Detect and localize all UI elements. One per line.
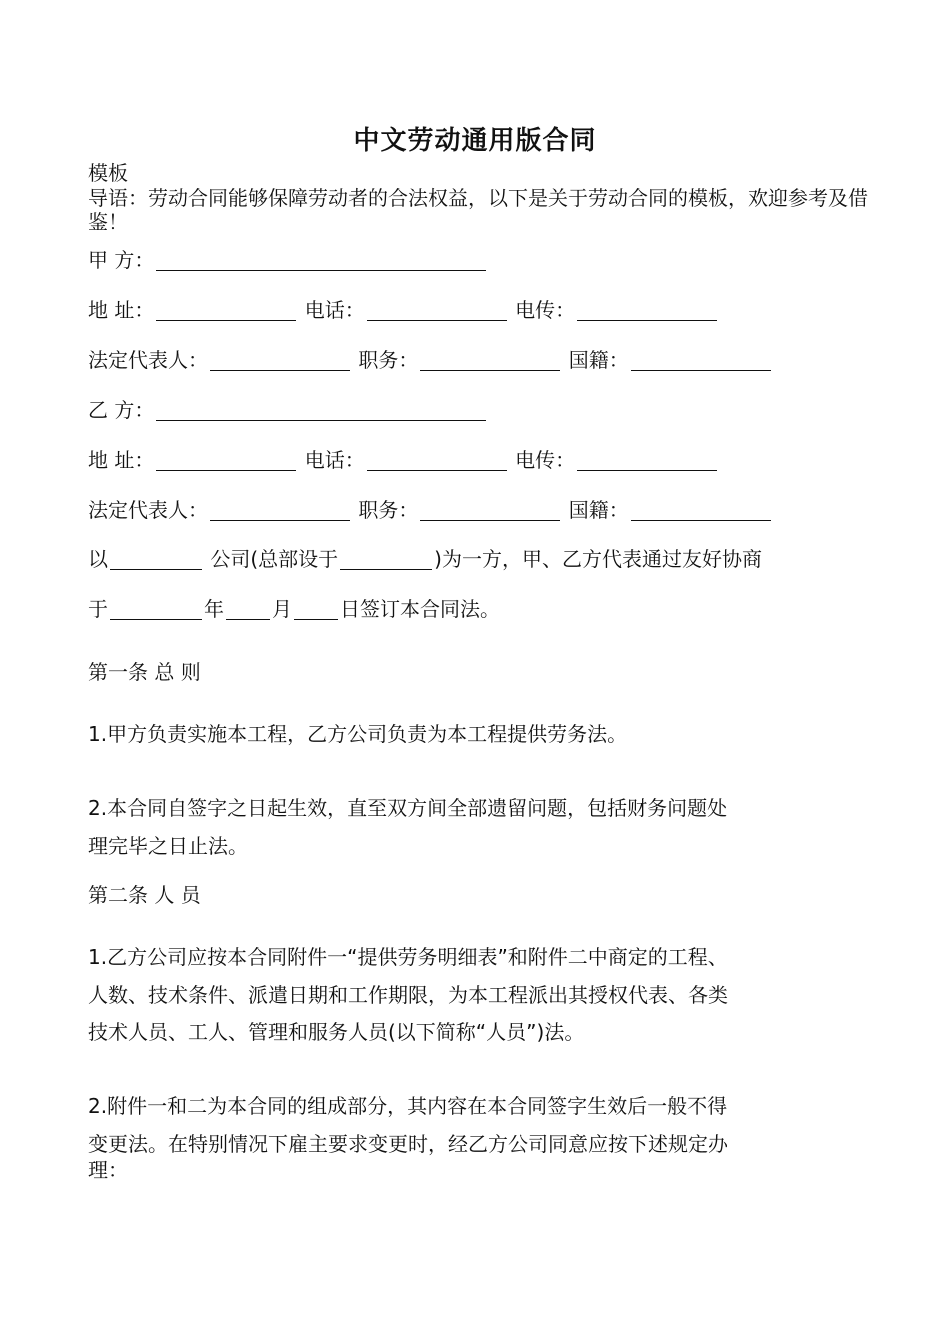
document-title: 中文劳动通用版合同: [353, 126, 597, 156]
article-1-item-2-line-1: 2.本合同自签字之日起生效，直至双方间全部遗留问题，包括财务问题处: [88, 796, 728, 820]
party-b-phone-blank[interactable]: [367, 450, 507, 471]
party-b-nationality-label: 国籍：: [568, 498, 629, 522]
article-1-item-1: 1.甲方负责实施本工程，乙方公司负责为本工程提供劳务法。: [88, 722, 628, 746]
company-blank[interactable]: [110, 549, 202, 570]
party-b-blank[interactable]: [156, 400, 486, 421]
agreement-line-1: [88, 546, 762, 572]
party-a-label: 甲 方：: [88, 248, 155, 272]
article-2-item-1-line-3: 技术人员、工人、管理和服务人员(以下简称“人员”)法。: [88, 1020, 585, 1044]
party-b-fax-label: 电传：: [515, 448, 576, 472]
party-a-position-label: 职务：: [358, 348, 419, 372]
day-blank[interactable]: [294, 599, 338, 620]
article-2-item-1-line-1: 1.乙方公司应按本合同附件一“提供劳务明细表”和附件二中商定的工程、: [88, 945, 728, 969]
party-b-rep-blank[interactable]: [210, 500, 350, 521]
party-a-blank[interactable]: [156, 250, 486, 271]
party-a-nationality-blank[interactable]: [631, 350, 771, 371]
agreement-line-2: [88, 596, 500, 622]
party-b-fax-blank[interactable]: [577, 450, 717, 471]
article-2-item-2-line-1: 2.附件一和二为本合同的组成部分，其内容在本合同签字生效后一般不得: [88, 1094, 728, 1118]
party-b-position-label: 职务：: [358, 498, 419, 522]
party-a-nationality-label: 国籍：: [568, 348, 629, 372]
party-a-phone-label: 电话：: [304, 298, 365, 322]
party-b-address-blank[interactable]: [156, 450, 296, 471]
month-blank[interactable]: [226, 599, 270, 620]
article-2-item-1-line-2: 人数、技术条件、派遣日期和工作期限，为本工程派出其授权代表、各类: [88, 983, 728, 1007]
article-2-heading: 第二条 人 员: [88, 883, 201, 907]
party-a-fax-blank[interactable]: [577, 300, 717, 321]
article-2-item-2-line-2: 变更法。在特别情况下雇主要求变更时，经乙方公司同意应按下述规定办: [88, 1132, 728, 1156]
document-subtitle: 模板: [88, 161, 128, 185]
agreement-text: 于: [88, 597, 108, 621]
article-1-item-2-line-2: 理完毕之日止法。: [88, 834, 248, 858]
party-a-rep-blank[interactable]: [210, 350, 350, 371]
agreement-text: 公司(总部设于: [204, 547, 339, 571]
party-a-contact-row: [88, 297, 719, 323]
agreement-text: 年: [204, 597, 224, 621]
article-1-heading: 第一条 总 则: [88, 660, 201, 684]
party-a-fax-label: 电传：: [515, 298, 576, 322]
party-a-row: [88, 247, 488, 273]
party-b-rep-row: [88, 497, 773, 523]
agreement-text: 日签订本合同法。: [340, 597, 500, 621]
party-a-position-blank[interactable]: [420, 350, 560, 371]
party-a-address-blank[interactable]: [156, 300, 296, 321]
article-2-item-2-line-3: 理：: [88, 1158, 128, 1182]
intro-text: 导语：劳动合同能够保障劳动者的合法权益，以下是关于劳动合同的模板，欢迎参考及借鉴！: [88, 186, 868, 234]
party-b-rep-label: 法定代表人：: [88, 498, 208, 522]
year-blank[interactable]: [110, 599, 202, 620]
party-b-label: 乙 方：: [88, 398, 155, 422]
party-a-rep-label: 法定代表人：: [88, 348, 208, 372]
party-b-nationality-blank[interactable]: [631, 500, 771, 521]
party-a-phone-blank[interactable]: [367, 300, 507, 321]
party-b-address-label: 地 址：: [88, 448, 155, 472]
party-b-phone-label: 电话：: [304, 448, 365, 472]
party-a-address-label: 地 址：: [88, 298, 155, 322]
agreement-text: 以: [88, 547, 108, 571]
party-b-row: [88, 397, 488, 423]
party-a-rep-row: [88, 347, 773, 373]
agreement-text: 月: [272, 597, 292, 621]
headquarters-blank[interactable]: [340, 549, 432, 570]
agreement-text: )为一方，甲、乙方代表通过友好协商: [434, 547, 762, 571]
party-b-contact-row: [88, 447, 719, 473]
party-b-position-blank[interactable]: [420, 500, 560, 521]
